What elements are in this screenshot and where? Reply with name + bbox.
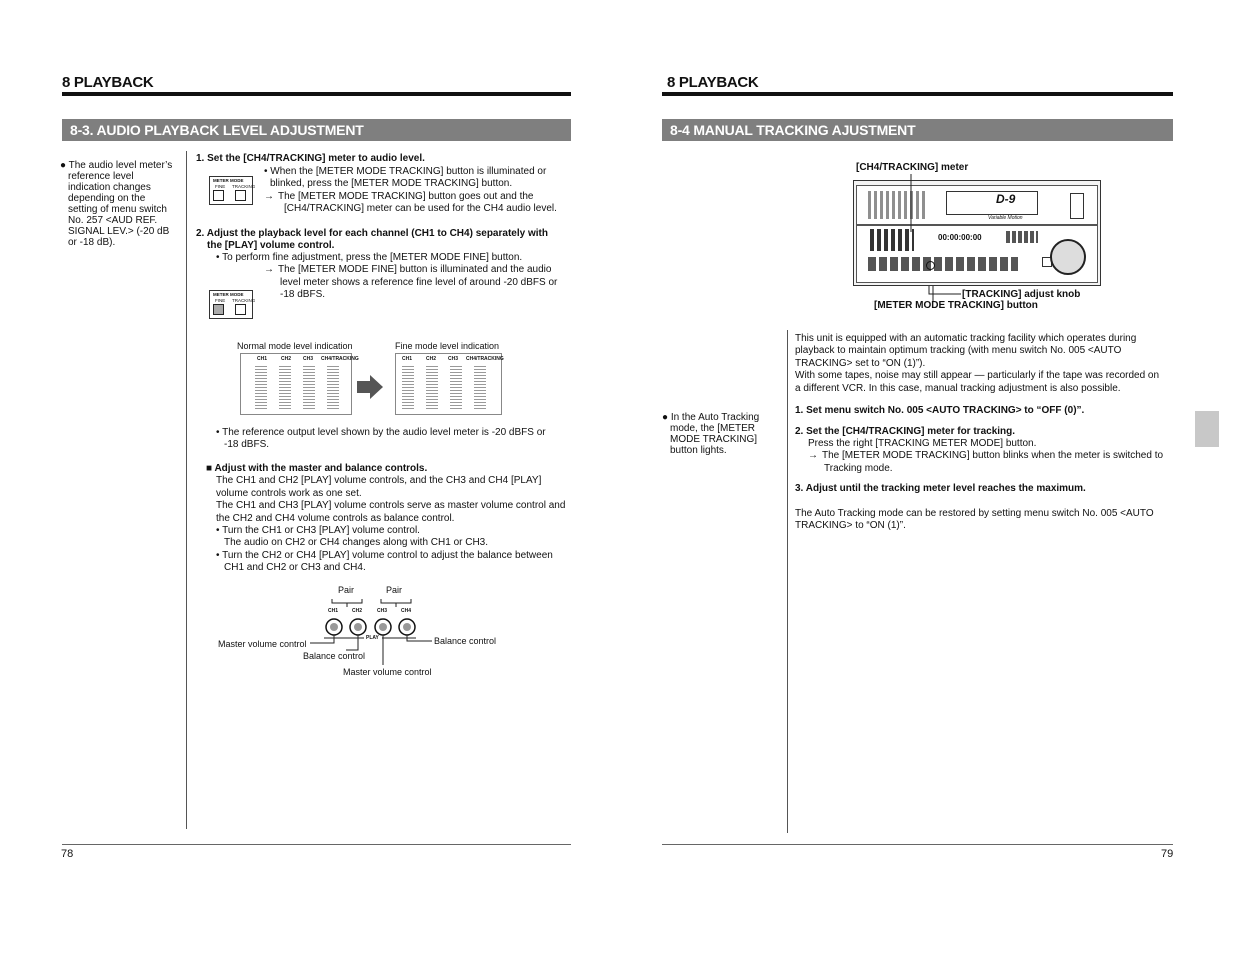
button-callout: [METER MODE TRACKING] button: [874, 300, 1038, 311]
left-column-divider: [186, 151, 187, 829]
right-step1: 1. Set menu switch No. 005 <AUTO TRACKING> to “OFF (0)”.: [795, 405, 1085, 416]
master-volume-label-2: Master volume control: [343, 667, 432, 677]
normal-ch-label: CH4/TRACKING: [321, 356, 359, 362]
meter-callout: [CH4/TRACKING] meter: [856, 162, 969, 173]
fine-ch-label: CH2: [426, 356, 437, 362]
device-subtitle: Variable Motion: [988, 215, 1023, 221]
fine-mode-meter: [395, 353, 502, 415]
right-side-note: ● In the Auto Tracking mode, the [METER MODE TRACKING] button lights.: [662, 412, 760, 456]
volume-control-diagram: [210, 583, 510, 683]
knob-ch3-label: CH3: [377, 608, 388, 614]
right-page-number: 79: [1161, 848, 1174, 860]
right-outro: The Auto Tracking mode can be restored by setting menu switch No. 005 <AUTO TRACKING> to “ON (1)”.: [795, 508, 1154, 532]
knob-ch2-label: CH2: [352, 608, 363, 614]
meter-mode-tracking-button-2[interactable]: [235, 304, 246, 315]
reference-level-note: • The reference output level shown by the audio level meter is -20 dBFS or -18 dBFS.: [216, 427, 546, 451]
balance-label-2: Balance control: [434, 636, 497, 646]
left-step1-body: • When the [METER MODE TRACKING] button is illuminated or blinked, press the [METER MODE TRACKING] button. → The [METER MODE TRACKING] button goes out and the [CH4/TRACKING] meter can be used for the CH4 audio level.: [264, 166, 557, 215]
device-counter: 00:00:00:00: [938, 233, 982, 242]
meter-mode-tracking-button[interactable]: [235, 190, 246, 201]
fine-ch-label: CH4/TRACKING: [466, 356, 504, 362]
left-footer-rule: [62, 844, 571, 845]
left-chapter-heading: 8 PLAYBACK: [62, 74, 154, 91]
right-footer-rule: [662, 844, 1173, 845]
left-chapter-rule: [62, 92, 571, 96]
left-section-title: 8-3. AUDIO PLAYBACK LEVEL ADJUSTMENT: [62, 119, 571, 141]
fine-ch-label: CH3: [448, 356, 459, 362]
right-chapter-rule: [662, 92, 1173, 96]
right-step3: 3. Adjust until the tracking meter level reaches the maximum.: [795, 483, 1086, 494]
normal-mode-caption: Normal mode level indication: [237, 341, 353, 351]
pair-label-right: Pair: [386, 585, 403, 595]
master-balance-section: ■ Adjust with the master and balance controls. The CH1 and CH2 [PLAY] volume controls, and the CH3 and CH4 [PLAY] volume controls work as one set. The CH1 and CH3 [PLAY] volume controls serve as master volume control and the CH2 and CH4 volume controls as balance control. • Turn the CH1 or CH3 [PLAY] volume control. The audio on CH2 or CH4 changes along with CH1 or CH3. • Turn the CH2 or CH4 [PLAY] volume control to adjust the balance between CH1 and CH2 or CH3 and CH4.: [206, 463, 566, 574]
chapter-thumb-tab: [1195, 411, 1219, 447]
fine-mode-caption: Fine mode level indication: [395, 341, 500, 351]
normal-ch-label: CH2: [281, 356, 292, 362]
right-section-title: 8-4 MANUAL TRACKING AJUSTMENT: [662, 119, 1173, 141]
left-step1-title: 1. Set the [CH4/TRACKING] meter to audio level.: [196, 153, 425, 164]
meter-arrow-icon: [357, 375, 383, 404]
play-label: PLAY: [366, 635, 379, 641]
pair-label-left: Pair: [338, 585, 355, 595]
knob-ch4-label: CH4: [401, 608, 412, 614]
meter-mode-fine-button[interactable]: [213, 190, 224, 201]
left-step2-body: • To perform fine adjustment, press the [METER MODE FINE] button. → The [METER MODE FINE] button is illuminated and the audio level meter shows a reference fine level of around -20 dBFS or -18 dBFS.: [216, 252, 558, 301]
master-volume-label-1: Master volume control: [218, 639, 307, 649]
fine-ch-label: CH1: [402, 356, 413, 362]
normal-ch-label: CH3: [303, 356, 314, 362]
left-step2-title: 2. Adjust the playback level for each channel (CH1 to CH4) separately with the [PLAY] volume control.: [196, 228, 548, 252]
meter-mode-panel-1: METER MODE FINE TRACKING: [209, 176, 253, 205]
right-intro: This unit is equipped with an automatic tracking facility which operates during playback to maintain optimum tracking (with menu switch No. 005 <AUTO TRACKING> set to “ON (1)”). With some tapes, noise may still appear — particularly if the tape was recorded on a different VCR. In this case, manual tracking adjustment is also possible.: [795, 333, 1160, 394]
right-column-divider: [787, 330, 788, 833]
device-logo: D-9: [996, 192, 1016, 206]
right-step2-title: 2. Set the [CH4/TRACKING] meter for tracking.: [795, 426, 1016, 437]
meter-mode-panel-2: METER MODE FINE TRACKING: [209, 290, 253, 319]
right-chapter-heading: 8 PLAYBACK: [667, 74, 759, 91]
left-page-number: 78: [61, 848, 74, 860]
normal-mode-meter: [240, 353, 359, 415]
knob-callout: [TRACKING] adjust knob: [962, 289, 1081, 300]
normal-ch-label: CH1: [257, 356, 268, 362]
knob-ch1-label: CH1: [328, 608, 339, 614]
right-step2-body: Press the right [TRACKING METER MODE] button. → The [METER MODE TRACKING] button blinks when the meter is switched to Tracking mode.: [808, 438, 1164, 474]
balance-label-1: Balance control: [303, 651, 366, 661]
meter-mode-fine-button-lit[interactable]: [213, 304, 224, 315]
left-side-note: ● The audio level meter’s reference level indication changes depending on the setting of menu switch No. 257 <AUD REF. SIGNAL LEV.> (-20 dB or -18 dB).: [60, 160, 173, 248]
